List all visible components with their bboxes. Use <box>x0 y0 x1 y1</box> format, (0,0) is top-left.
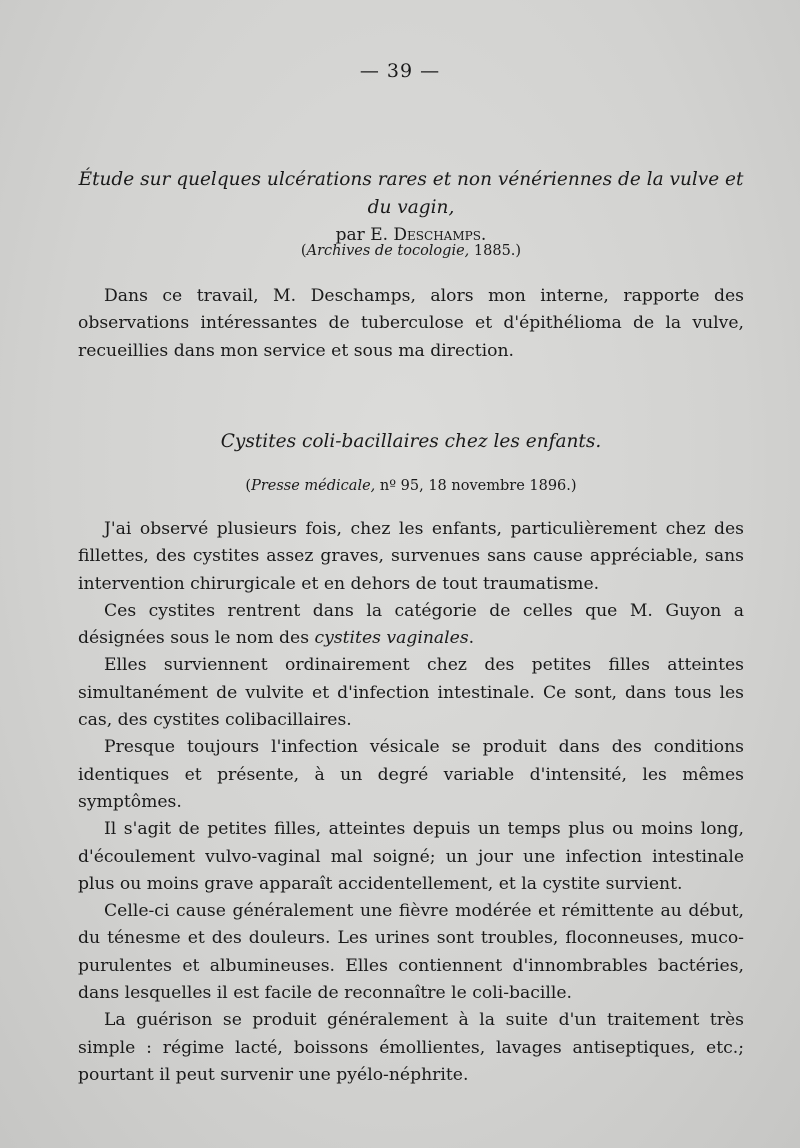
article-2 <box>78 428 744 456</box>
citation-details: nº 95, 18 novembre 1896. <box>375 478 571 494</box>
paragraph: Elles surviennent ordinairement chez des petites filles atteintes simultanément de vulvite et d'infection intestinale. Ce sont, dans tous les cas, des cystites colibacillaires. <box>78 655 744 731</box>
italic-term: cystites vaginales <box>314 628 469 649</box>
paragraph: Dans ce travail, M. Deschamps, alors mon interne, rapporte des observations intéressantes de tuberculose et d'épithélioma de la vulve, recueillies dans mon service et sous ma direction. <box>78 286 744 361</box>
article-1-citation: (Archives de tocologie, 1885.) <box>300 243 522 259</box>
article-1-title: Étude sur quelques ulcérations rares et non vénériennes de la vulve et du vagin, <box>78 169 744 218</box>
page-number: — 39 — <box>359 60 441 82</box>
paragraph-text: Ces cystites rentrent dans la catégorie de celles que M. Guyon a désignées sous le nom des <box>78 600 744 649</box>
author-prefix: par E. <box>335 225 394 245</box>
paragraph: J'ai observé plusieurs fois, chez les enfants, particulièrement chez des fillettes, des cystites assez graves, survenues sans cause appréciable, sans intervention chirurgicale et en dehors de tout traumatisme. <box>78 519 744 594</box>
paragraph: Il s'agit de petites filles, atteintes depuis un temps plus ou moins long, d'écoulement vulvo-vaginal mal soigné; un jour une infection intestinale plus ou moins grave apparaît accidentellement, et la cystite survient. <box>78 819 744 894</box>
citation-journal: Presse médicale, <box>251 478 376 494</box>
article-2-body <box>78 516 744 1089</box>
paragraph <box>78 598 744 653</box>
article-1 <box>78 166 744 248</box>
article-2-title: Cystites coli-bacillaires chez les enfants. <box>220 431 602 452</box>
paragraph: La guérison se produit généralement à la suite d'un traitement très simple : régime lacté, boissons émollientes, lavages antiseptiques, etc.; pourtant il peut survenir une pyélo-néphrite. <box>78 1010 744 1085</box>
citation-details: 1885. <box>469 243 516 259</box>
article-1-body <box>78 283 744 365</box>
author-name: Deschamps. <box>393 225 487 245</box>
paragraph: Presque toujours l'infection vésicale se produit dans des conditions identiques et présente, à un degré variable d'intensité, les mêmes symptômes. <box>78 737 744 812</box>
article-2-citation: (Presse médicale, nº 95, 18 novembre 1896.) <box>245 478 577 494</box>
paragraph-text: . <box>468 628 475 649</box>
paragraph: Celle-ci cause généralement une fièvre modérée et rémittente au début, du ténesme et des douleurs. Les urines sont troubles, floconneuses, muco-purulentes et albumineuses. Elles contiennent d'innombrables bactéries, dans lesquelles il est facile de reconnaître le coli-bacille. <box>78 901 744 1004</box>
citation-journal: Archives de tocologie, <box>306 243 470 259</box>
